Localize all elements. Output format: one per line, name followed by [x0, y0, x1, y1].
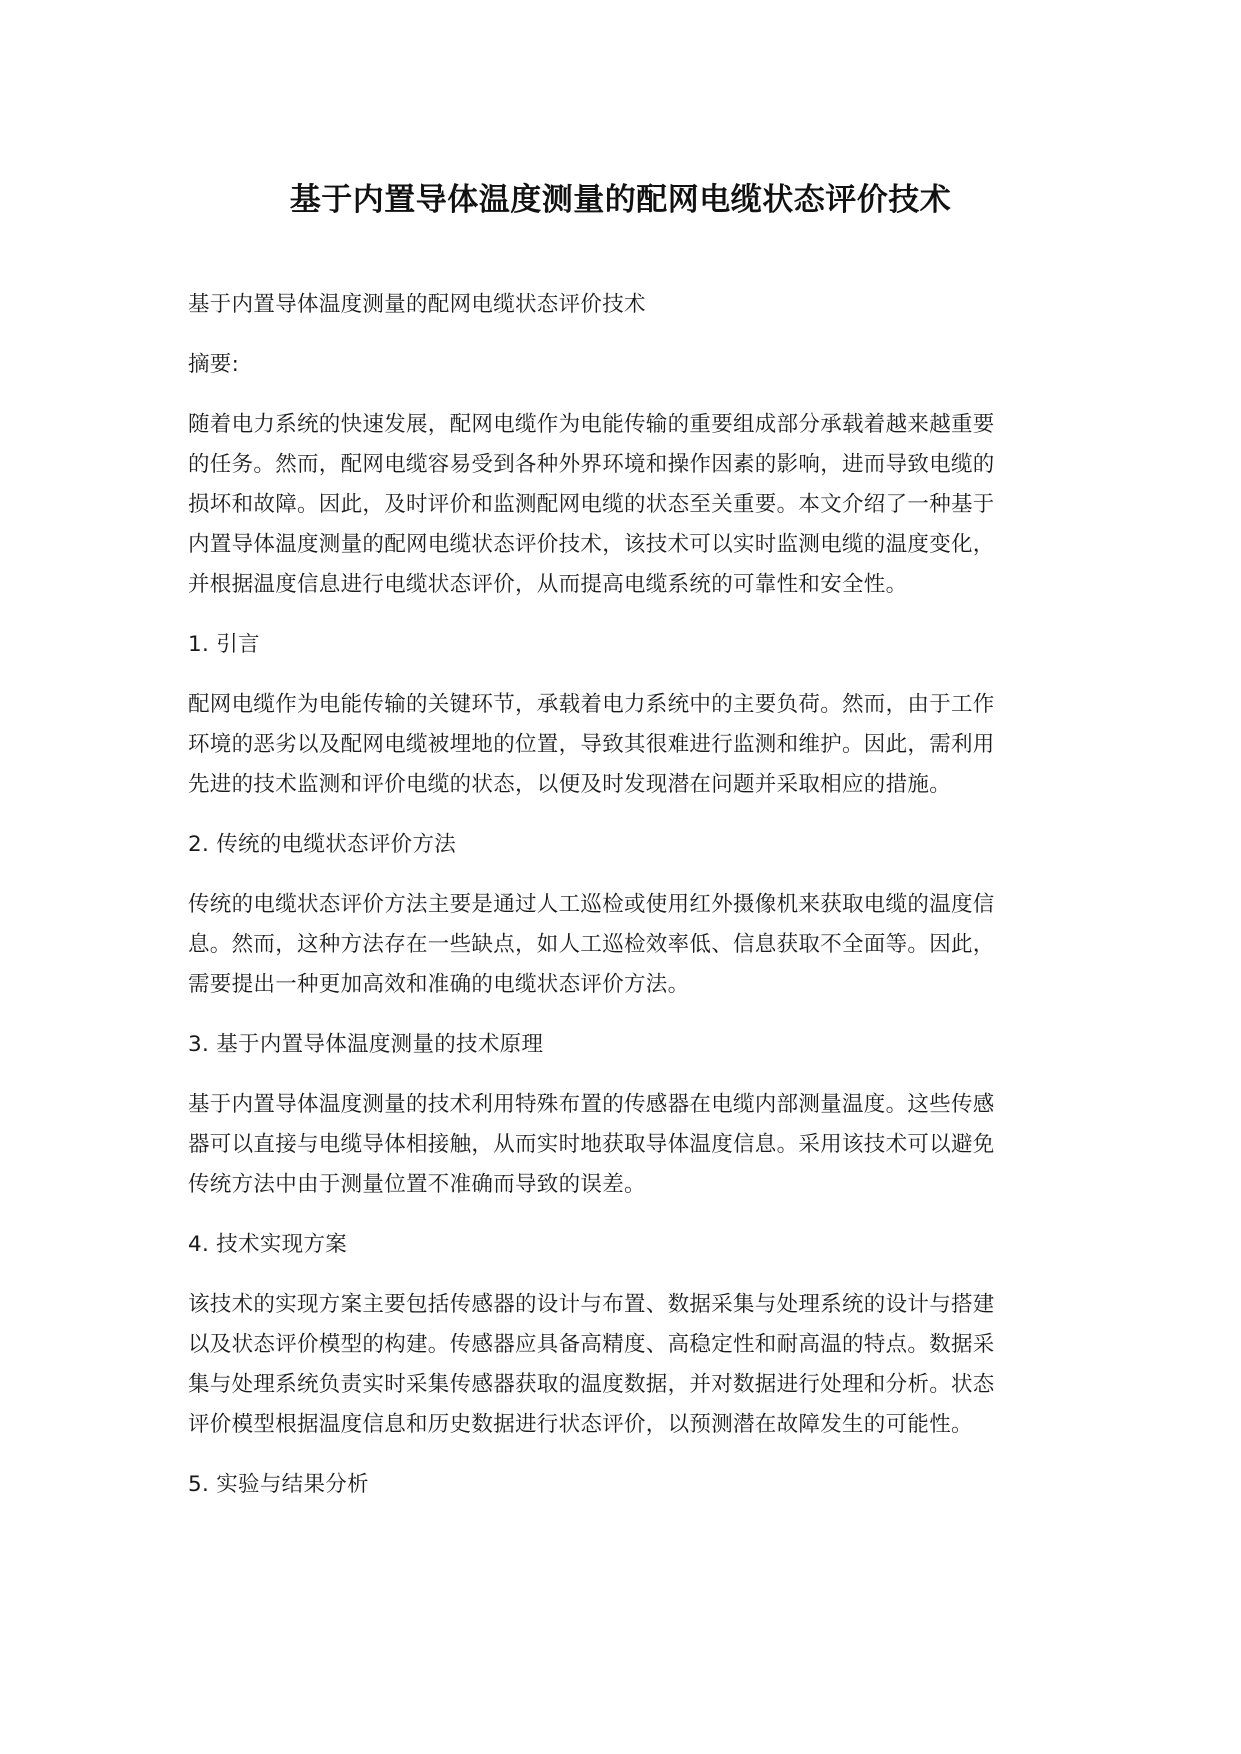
text-line: 损坏和故障。因此，及时评价和监测配网电缆的状态至关重要。本文介绍了一种基于 [188, 492, 995, 517]
paragraph [188, 1085, 1050, 1205]
paragraph [188, 405, 1050, 605]
text-line: 摘要: [188, 352, 240, 377]
text-line: 4. 技术实现方案 [188, 1232, 348, 1257]
paragraph [188, 1285, 1050, 1445]
document-body [188, 285, 1050, 1525]
text-line: 器可以直接与电缆导体相接触，从而实时地获取导体温度信息。采用该技术可以避免 [188, 1132, 995, 1157]
document-subtitle [188, 285, 1050, 325]
section-heading [188, 1025, 1050, 1065]
text-line: 传统的电缆状态评价方法主要是通过人工巡检或使用红外摄像机来获取电缆的温度信 [188, 892, 995, 917]
text-line: 评价模型根据温度信息和历史数据进行状态评价，以预测潜在故障发生的可能性。 [188, 1412, 973, 1437]
text-line: 3. 基于内置导体温度测量的技术原理 [188, 1032, 544, 1057]
text-line: 基于内置导体温度测量的技术利用特殊布置的传感器在电缆内部测量温度。这些传感 [188, 1092, 995, 1117]
text-line: 以及状态评价模型的构建。传感器应具备高精度、高稳定性和耐高温的特点。数据采 [188, 1332, 995, 1357]
text-line: 基于内置导体温度测量的配网电缆状态评价技术 [188, 292, 646, 317]
section-heading [188, 625, 1050, 665]
text-line: 环境的恶劣以及配网电缆被埋地的位置，导致其很难进行监测和维护。因此，需利用 [188, 732, 995, 757]
text-line: 2. 传统的电缆状态评价方法 [188, 832, 457, 857]
text-line: 并根据温度信息进行电缆状态评价，从而提高电缆系统的可靠性和安全性。 [188, 572, 908, 597]
text-line: 传统方法中由于测量位置不准确而导致的误差。 [188, 1172, 646, 1197]
text-line: 1. 引言 [188, 632, 260, 657]
section-heading [188, 825, 1050, 865]
section-heading [188, 1225, 1050, 1265]
text-line: 该技术的实现方案主要包括传感器的设计与布置、数据采集与处理系统的设计与搭建 [188, 1292, 995, 1317]
text-line: 先进的技术监测和评价电缆的状态，以便及时发现潜在问题并采取相应的措施。 [188, 772, 952, 797]
section-heading [188, 1465, 1050, 1505]
text-line: 的任务。然而，配网电缆容易受到各种外界环境和操作因素的影响，进而导致电缆的 [188, 452, 995, 477]
text-line: 集与处理系统负责实时采集传感器获取的温度数据，并对数据进行处理和分析。状态 [188, 1372, 995, 1397]
text-line: 需要提出一种更加高效和准确的电缆状态评价方法。 [188, 972, 690, 997]
document-title: 基于内置导体温度测量的配网电缆状态评价技术 [289, 182, 952, 218]
text-line: 内置导体温度测量的配网电缆状态评价技术，该技术可以实时监测电缆的温度变化， [188, 532, 995, 557]
text-line: 息。然而，这种方法存在一些缺点，如人工巡检效率低、信息获取不全面等。因此， [188, 932, 995, 957]
text-line: 5. 实验与结果分析 [188, 1472, 369, 1497]
paragraph [188, 685, 1050, 805]
text-line: 配网电缆作为电能传输的关键环节，承载着电力系统中的主要负荷。然而，由于工作 [188, 692, 995, 717]
section-heading [188, 345, 1050, 385]
text-line: 随着电力系统的快速发展，配网电缆作为电能传输的重要组成部分承载着越来越重要 [188, 412, 995, 437]
paragraph [188, 885, 1050, 1005]
